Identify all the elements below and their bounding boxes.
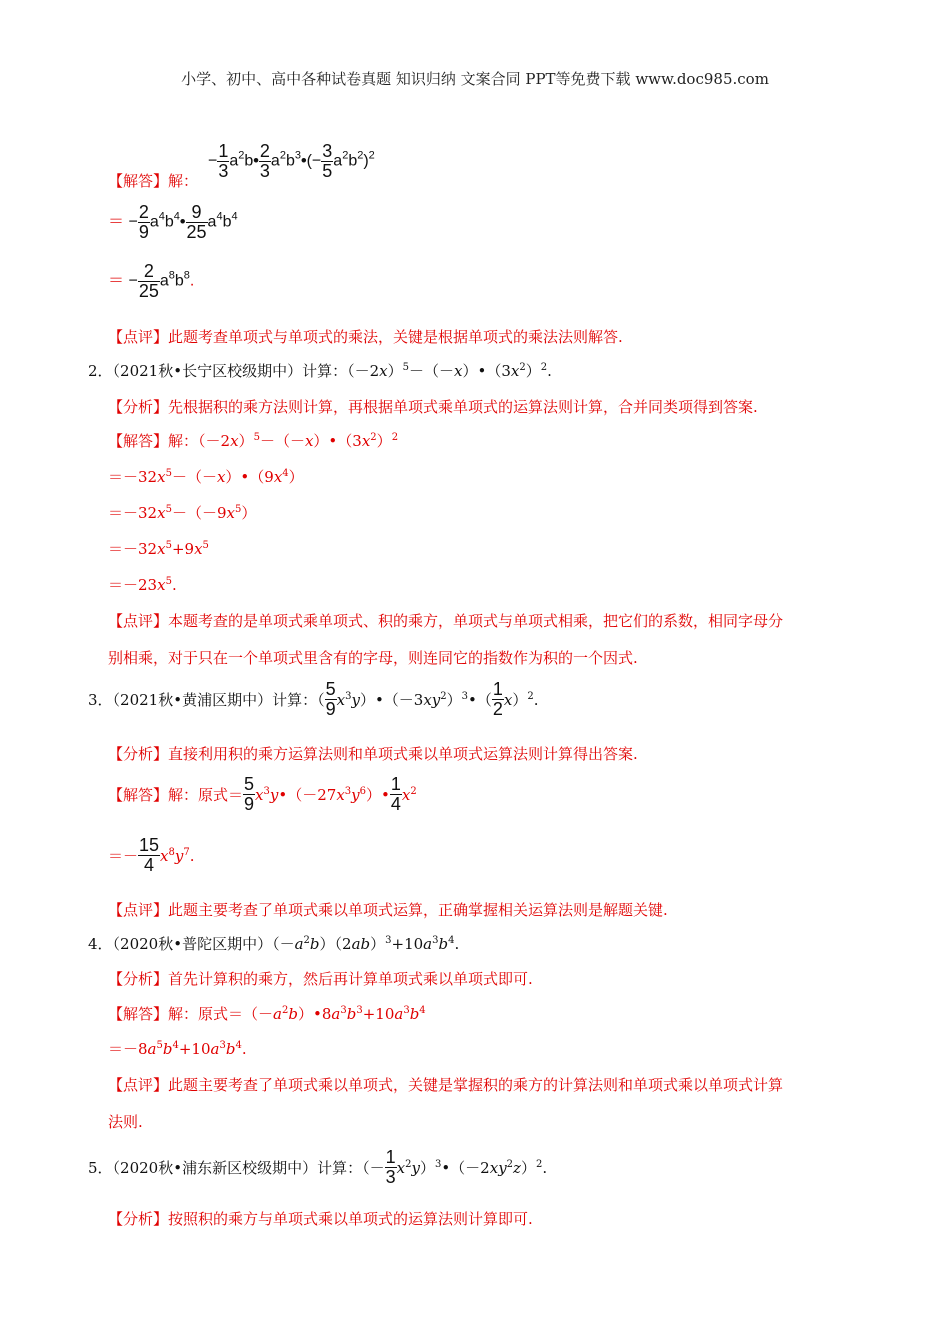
p4-step1: $=-8a^5b^4+10a^3b^4$. — [108, 1040, 247, 1058]
p2-question: 2．（2021秋•长宁区校级期中）计算：$(-2x)^5-(-x)•(3x^2)^2$. — [88, 362, 552, 380]
p3-comment: 【点评】此题主要考查了单项式乘以单项式运算，正确掌握相关运算法则是解题关键. — [108, 901, 668, 919]
page-header: 小学、初中、高中各种试卷真题 知识归纳 文案合同 PPT等免费下载 www.doc985.com — [181, 70, 769, 88]
fraction: $\frac{5}{9}$ — [325, 679, 336, 719]
p4-comment: 【点评】此题主要考查了单项式乘以单项式，关键是掌握积的乘方的计算法则和单项式乘以单项式计算 — [108, 1076, 784, 1094]
p1-solve-label: 【解答】解： — [108, 172, 199, 190]
fraction: $\frac{1}{3}$ — [385, 1147, 396, 1187]
p2-answer: 【解答】解：$(-2x)^5-(-x)•(3x^2)^2$ — [108, 432, 399, 450]
fraction: $\frac{1}{4}$ — [390, 774, 401, 814]
fraction: $\frac{2}{9}$ — [138, 202, 149, 242]
p2-step1: $=-32x^5-(-x)•(9x^4)$ — [108, 468, 304, 486]
fraction: $\frac{9}{25}$ — [186, 202, 207, 242]
p3-step1: ＝－ $\frac{15}{4}$ $x^8y^7$. — [108, 835, 195, 875]
p2-step4: $=-23x^5$. — [108, 576, 177, 594]
p3-analysis: 【分析】直接利用积的乘方运算法则和单项式乘以单项式运算法则计算得出答案. — [108, 745, 638, 763]
fraction: $\frac{5}{9}$ — [244, 774, 255, 814]
p5-analysis: 【分析】按照积的乘方与单项式乘以单项式的运算法则计算即可. — [108, 1210, 533, 1228]
p5-question: 5．（2020秋•浦东新区校级期中）计算：（－ $\frac{1}{3}$ $x^2y)^3•(-2xy^2z)^2$. — [88, 1147, 548, 1187]
p2-comment-cont: 别相乘，对于只在一个单项式里含有的字母，则连同它的指数作为积的一个因式. — [108, 649, 638, 667]
p4-question: 4．（2020秋•普陀区期中）$(-a^2b)(2ab)^3+10a^3b^4$. — [88, 935, 460, 953]
p1-expression: − $\frac{1}{3}$ $a^2b•$ $\frac{2}{3}$ $a^2b^3•(-$ $\frac{3}{5}$ $a^2b^2)^2$ — [208, 141, 375, 181]
p2-analysis: 【分析】先根据积的乘方法则计算，再根据单项式乘单项式的运算法则计算，合并同类项得到答案. — [108, 398, 758, 416]
p4-comment-cont: 法则. — [108, 1113, 143, 1131]
p3-question: 3．（2021秋•黄浦区期中）计算：（ $\frac{5}{9}$ $x^3y)•(-3xy^2)^3•$（ $\frac{1}{2}$ x）$^2$. — [88, 679, 539, 719]
p3-answer: 【解答】解：原式＝ $\frac{5}{9}$ $x^3y•(-27x^3y^6)•$ $\frac{1}{4}$ $x^2$ — [108, 774, 417, 814]
answer-tag: 【解答】 — [108, 172, 169, 190]
p4-analysis: 【分析】首先计算积的乘方，然后再计算单项式乘以单项式即可. — [108, 970, 533, 988]
p2-step3: $=-32x^5+9x^5$ — [108, 540, 209, 558]
p2-comment: 【点评】本题考查的是单项式乘单项式、积的乘方，单项式与单项式相乘，把它们的系数，相同字母分 — [108, 612, 784, 630]
fraction: $\frac{1}{3}$ — [218, 141, 229, 181]
p1-step2: ＝ − $\frac{2}{25}$ $a^8b^8$. — [108, 261, 195, 301]
fraction: $\frac{2}{25}$ — [138, 261, 159, 301]
fraction: $\frac{1}{2}$ — [492, 679, 503, 719]
fraction: $\frac{3}{5}$ — [322, 141, 333, 181]
fraction: $\frac{15}{4}$ — [139, 835, 160, 875]
p4-answer: 【解答】解：原式$=(-a^2b)•8a^3b^3+10a^3b^4$ — [108, 1005, 426, 1023]
p1-step1: ＝ − $\frac{2}{9}$ $a^4b^4•$ $\frac{9}{25}$ $a^4b^4$ — [108, 202, 238, 242]
fraction: $\frac{2}{3}$ — [259, 141, 270, 181]
p2-step2: $=-32x^5-(-9x^5)$ — [108, 504, 257, 522]
p1-comment: 【点评】此题考查单项式与单项式的乘法，关键是根据单项式的乘法法则解答. — [108, 328, 623, 346]
